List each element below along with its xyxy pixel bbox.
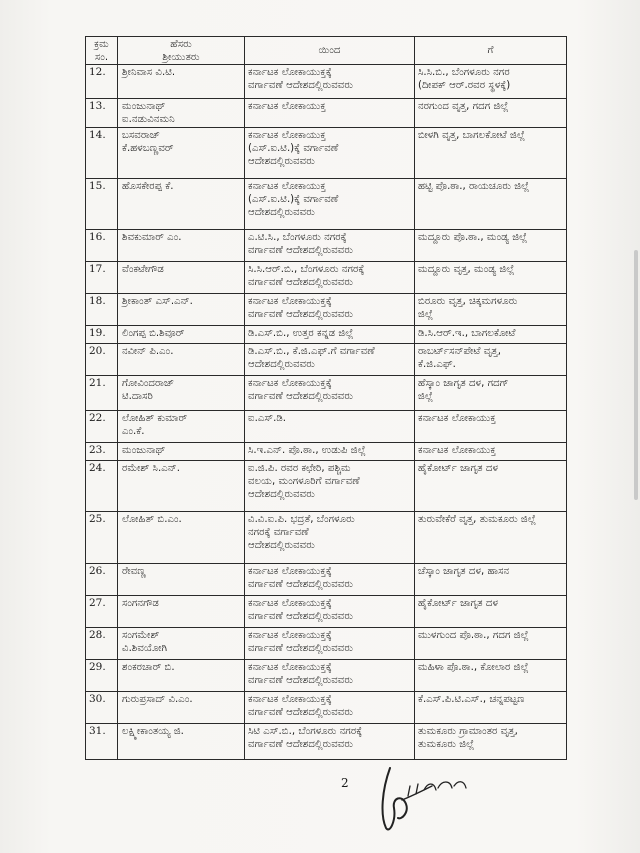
table-header-row (86, 37, 567, 65)
table-row (86, 344, 567, 376)
serial-cell: 24. (86, 461, 118, 512)
name-cell: ರಮೇಶ್ ಸಿ.ಎನ್. (118, 461, 245, 512)
to-cell: ಬೀಳಗಿ ವೃತ್ತ, ಬಾಗಲಕೋಟೆ ಜಿಲ್ಲೆ (415, 128, 567, 179)
serial-cell: 31. (86, 724, 118, 760)
to-cell: ಕರ್ನಾಟಕ ಲೋಕಾಯುಕ್ತ (415, 411, 567, 443)
to-cell: ಹೈಕೋರ್ಟ್ ಜಾಗೃತ ದಳ (415, 596, 567, 628)
from-cell: ಐ.ಎಸ್.ಡಿ. (245, 411, 415, 443)
name-cell: ಹೊಸಕೇರಪ್ಪ ಕೆ. (118, 179, 245, 230)
serial-cell: 26. (86, 564, 118, 596)
to-cell: ಮದ್ದೂರು ಪೊ.ಠಾ., ಮಂಡ್ಯ ಜಿಲ್ಲೆ (415, 230, 567, 262)
serial-cell: 17. (86, 262, 118, 294)
transfer-table (85, 36, 567, 760)
serial-cell: 13. (86, 99, 118, 128)
from-cell: ಕರ್ನಾಟಕ ಲೋಕಾಯುಕ್ತಕ್ಕೆ ವರ್ಗಾವಣೆ ಆದೇಶದಲ್ಲಿರುವವರು (245, 294, 415, 326)
to-cell: ಮದ್ದೂರು ವೃತ್ತ, ಮಂಡ್ಯ ಜಿಲ್ಲೆ (415, 262, 567, 294)
name-cell: ಲಿಂಗಪ್ಪ ಬಿ.ಶಿವೂರ್ (118, 326, 245, 344)
table-row (86, 411, 567, 443)
from-cell: ಕರ್ನಾಟಕ ಲೋಕಾಯುಕ್ತ (ಎಸ್.ಐ.ಟಿ.)ಕ್ಕೆ ವರ್ಗಾವಣೆ ಆದೇಶದಲ್ಲಿರುವವರು (245, 128, 415, 179)
table-row (86, 512, 567, 564)
from-cell: ಕರ್ನಾಟಕ ಲೋಕಾಯುಕ್ತಕ್ಕೆ ವರ್ಗಾವಣೆ ಆದೇಶದಲ್ಲಿರುವವರು (245, 376, 415, 411)
serial-cell: 15. (86, 179, 118, 230)
serial-cell: 22. (86, 411, 118, 443)
table-row (86, 461, 567, 512)
table-row (86, 179, 567, 230)
to-cell: ಸಿ.ಸಿ.ಬಿ., ಬೆಂಗಳೂರು ನಗರ (ದೀಪಕ್ ಆರ್.ರವರ ಸ್ಥಳಕ್ಕೆ) (415, 65, 567, 99)
from-cell: ಡಿ.ಎಸ್.ಬಿ., ಉತ್ತರ ಕನ್ನಡ ಜಿಲ್ಲೆ (245, 326, 415, 344)
from-cell: ಕರ್ನಾಟಕ ಲೋಕಾಯುಕ್ತಕ್ಕೆ ವರ್ಗಾವಣೆ ಆದೇಶದಲ್ಲಿರುವವರು (245, 692, 415, 724)
serial-cell: 27. (86, 596, 118, 628)
to-cell: ನರಗುಂದ ವೃತ್ತ, ಗದಗ ಜಿಲ್ಲೆ (415, 99, 567, 128)
name-cell: ವೆಂಕಟೇಗೌಡ (118, 262, 245, 294)
page-number: 2 (341, 776, 349, 790)
to-cell: ರಾಬರ್ಟ್‌ಸನ್‌ಪೇಟೆ ವೃತ್ತ, ಕೆ.ಜಿ.ಎಫ್. (415, 344, 567, 376)
table-row (86, 628, 567, 660)
name-cell: ಶಂಕರಚಾರ್ ಬಿ. (118, 660, 245, 692)
from-cell: ಕರ್ನಾಟಕ ಲೋಕಾಯುಕ್ತಕ್ಕೆ ವರ್ಗಾವಣೆ ಆದೇಶದಲ್ಲಿರುವವರು (245, 628, 415, 660)
from-cell: ವಿ.ವಿ.ಐ.ಪಿ. ಭದ್ರತೆ, ಬೆಂಗಳೂರು ನಗರಕ್ಕೆ ವರ್ಗಾವಣೆ ಆದೇಶದಲ್ಲಿರುವವರು (245, 512, 415, 564)
to-cell: ತುರುವೇಕೆರೆ ವೃತ್ತ, ತುಮಕೂರು ಜಿಲ್ಲೆ (415, 512, 567, 564)
serial-cell: 20. (86, 344, 118, 376)
name-cell: ಲೋಹಿತ್ ಕುಮಾರ್ ಎಂ.ಕೆ. (118, 411, 245, 443)
table-row (86, 564, 567, 596)
serial-cell: 25. (86, 512, 118, 564)
from-cell: ಸಿ.ಸಿ.ಆರ್.ಬಿ., ಬೆಂಗಳೂರು ನಗರಕ್ಕೆ ವರ್ಗಾವಣೆ ಆದೇಶದಲ್ಲಿರುವವರು (245, 262, 415, 294)
serial-cell: 16. (86, 230, 118, 262)
serial-cell: 23. (86, 443, 118, 461)
from-cell: ಕರ್ನಾಟಕ ಲೋಕಾಯುಕ್ತಕ್ಕೆ ವರ್ಗಾವಣೆ ಆದೇಶದಲ್ಲಿರುವವರು (245, 564, 415, 596)
serial-cell: 21. (86, 376, 118, 411)
from-cell: ಎ.ಟಿ.ಸಿ., ಬೆಂಗಳೂರು ನಗರಕ್ಕೆ ವರ್ಗಾವಣೆ ಆದೇಶದಲ್ಲಿರುವವರು (245, 230, 415, 262)
name-cell: ಲೋಹಿತ್ ಬಿ.ಎಂ. (118, 512, 245, 564)
from-cell: ಕರ್ನಾಟಕ ಲೋಕಾಯುಕ್ತ (ಎಸ್.ಐ.ಟಿ.)ಕ್ಕೆ ವರ್ಗಾವಣೆ ಆದೇಶದಲ್ಲಿರುವವರು (245, 179, 415, 230)
name-cell: ಗುರುಪ್ರಸಾದ್ ವಿ.ಎಂ. (118, 692, 245, 724)
header-name: ಹೆಸರು ಶ್ರೀಯುತರು (118, 37, 245, 65)
to-cell: ಮಹಿಳಾ ಪೊ.ಠಾ., ಕೋಲಾರ ಜಿಲ್ಲೆ (415, 660, 567, 692)
serial-cell: 18. (86, 294, 118, 326)
name-cell: ಗೋವಿಂದರಾಜ್ ಟಿ.ದಾಸರಿ (118, 376, 245, 411)
to-cell: ತುಮಕೂರು ಗ್ರಾಮಾಂತರ ವೃತ್ತ, ತುಮಕೂರು ಜಿಲ್ಲೆ (415, 724, 567, 760)
table-row (86, 376, 567, 411)
name-cell: ಬಸವರಾಜ್ ಕೆ.ಹಳಬಣ್ಣವರ್ (118, 128, 245, 179)
scrollbar[interactable] (634, 250, 638, 500)
serial-cell: 28. (86, 628, 118, 660)
table-row (86, 65, 567, 99)
to-cell: ಡಿ.ಸಿ.ಆರ್.ಇ., ಬಾಗಲಕೋಟೆ (415, 326, 567, 344)
table-row (86, 128, 567, 179)
name-cell: ಲಕ್ಷ್ಮೀಕಾಂತಯ್ಯ ಜಿ. (118, 724, 245, 760)
table-row (86, 262, 567, 294)
table-row (86, 99, 567, 128)
name-cell: ಸಂಗನಗೌಡ (118, 596, 245, 628)
table-row (86, 230, 567, 262)
header-to: ಗೆ (415, 37, 567, 65)
table-row (86, 692, 567, 724)
to-cell: ಹೈಕೋರ್ಟ್ ಜಾಗೃತ ದಳ (415, 461, 567, 512)
name-cell: ಸಂಗಮೇಶ್ ವಿ.ಶಿವಯೋಗಿ (118, 628, 245, 660)
from-cell: ಸಿಟಿ ಎಸ್.ಬಿ., ಬೆಂಗಳೂರು ನಗರಕ್ಕೆ ವರ್ಗಾವಣೆ ಆದೇಶದಲ್ಲಿರುವವರು (245, 724, 415, 760)
name-cell: ಮಂಜುನಾಥ್ ಐ.ನಡುವಿನಮನಿ (118, 99, 245, 128)
serial-cell: 30. (86, 692, 118, 724)
to-cell: ಚೆಸ್ಕಾಂ ಜಾಗೃತ ದಳ, ಹಾಸನ (415, 564, 567, 596)
to-cell: ಬಿರೂರು ವೃತ್ತ, ಚಿಕ್ಕಮಗಳೂರು ಜಿಲ್ಲೆ (415, 294, 567, 326)
name-cell: ರೇವಣ್ಣ (118, 564, 245, 596)
from-cell: ಕರ್ನಾಟಕ ಲೋಕಾಯುಕ್ತ (245, 99, 415, 128)
header-from: ಯಿಂದ (245, 37, 415, 65)
from-cell: ಐ.ಜಿ.ಪಿ. ರವರ ಕಛೇರಿ, ಪಶ್ಚಿಮ ವಲಯ, ಮಂಗಳೂರಿಗೆ ವರ್ಗಾವಣೆ ಆದೇಶದಲ್ಲಿರುವವರು (245, 461, 415, 512)
to-cell: ಕೆ.ಎಸ್.ಪಿ.ಟಿ.ಎಸ್., ಚನ್ನಪಟ್ಟಣ (415, 692, 567, 724)
serial-cell: 29. (86, 660, 118, 692)
from-cell: ಡಿ.ಎಸ್.ಬಿ., ಕೆ.ಜಿ.ಎಫ್.ಗೆ ವರ್ಗಾವಣೆ ಆದೇಶದಲ್ಲಿರುವವರು (245, 344, 415, 376)
serial-cell: 12. (86, 65, 118, 99)
name-cell: ಶಿವಕುಮಾರ್ ಎಂ. (118, 230, 245, 262)
from-cell: ಸಿ.ಇ.ಎನ್. ಪೊ.ಠಾ., ಉಡುಪಿ ಜಿಲ್ಲೆ (245, 443, 415, 461)
table-row (86, 660, 567, 692)
from-cell: ಕರ್ನಾಟಕ ಲೋಕಾಯುಕ್ತಕ್ಕೆ ವರ್ಗಾವಣೆ ಆದೇಶದಲ್ಲಿರುವವರು (245, 660, 415, 692)
header-serial: ಕ್ರಮ ಸಂ. (86, 37, 118, 65)
to-cell: ಹೆಸ್ಕಾಂ ಜಾಗೃತ ದಳ, ಗದಗ್ ಜಿಲ್ಲೆ (415, 376, 567, 411)
table-row (86, 596, 567, 628)
signature (372, 760, 482, 835)
to-cell: ಮುಳಗುಂದ ಪೊ.ಠಾ., ಗದಗ ಜಿಲ್ಲೆ (415, 628, 567, 660)
table-row (86, 724, 567, 760)
serial-cell: 19. (86, 326, 118, 344)
table-row (86, 443, 567, 461)
to-cell: ಹಟ್ಟಿ ಪೊ.ಠಾ., ರಾಯಚೂರು ಜಿಲ್ಲೆ (415, 179, 567, 230)
table-row (86, 326, 567, 344)
from-cell: ಕರ್ನಾಟಕ ಲೋಕಾಯುಕ್ತಕ್ಕೆ ವರ್ಗಾವಣೆ ಆದೇಶದಲ್ಲಿರುವವರು (245, 596, 415, 628)
name-cell: ನವೀನ್ ಪಿ.ಎಂ. (118, 344, 245, 376)
name-cell: ಮಂಜುನಾಥ್ (118, 443, 245, 461)
to-cell: ಕರ್ನಾಟಕ ಲೋಕಾಯುಕ್ತ (415, 443, 567, 461)
from-cell: ಕರ್ನಾಟಕ ಲೋಕಾಯುಕ್ತಕ್ಕೆ ವರ್ಗಾವಣೆ ಆದೇಶದಲ್ಲಿರುವವರು (245, 65, 415, 99)
table-row (86, 294, 567, 326)
name-cell: ಶ್ರೀಕಾಂತ್ ಎಸ್.ಎನ್. (118, 294, 245, 326)
serial-cell: 14. (86, 128, 118, 179)
name-cell: ಶ್ರೀನಿವಾಸ ವಿ.ಟಿ. (118, 65, 245, 99)
